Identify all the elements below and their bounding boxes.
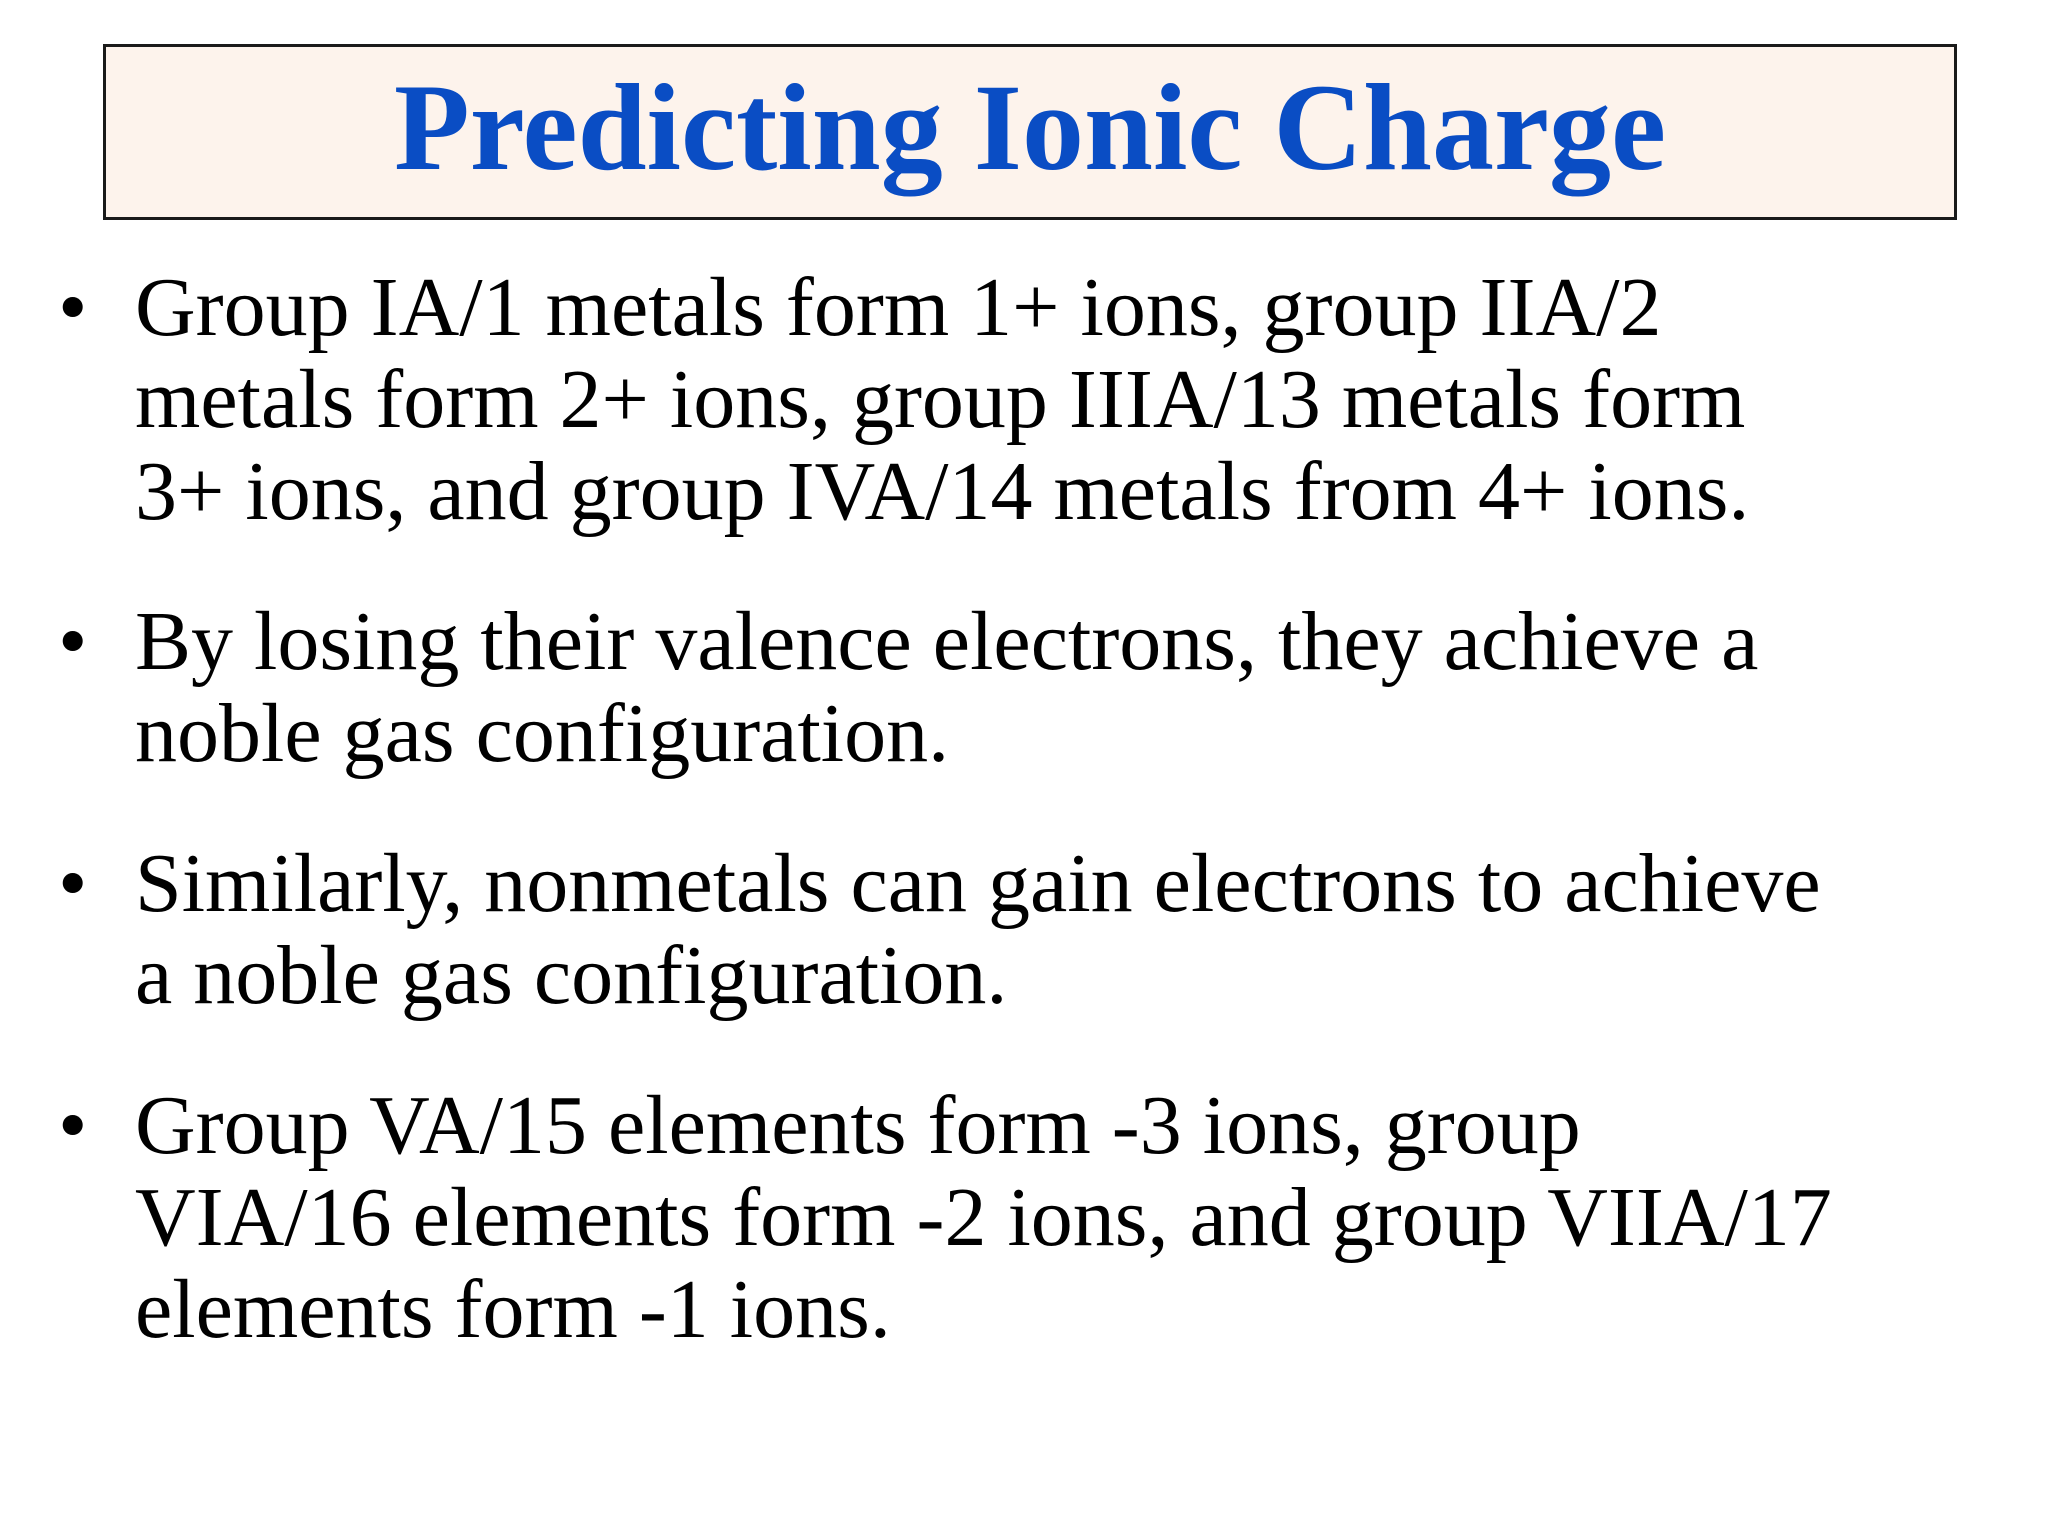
bullet-item	[50, 596, 2010, 780]
bullet-icon: •	[58, 261, 88, 354]
bullet-line: Group IA/1 metals form 1+ ions, group IIA/2	[135, 261, 1662, 354]
bullet-line: Similarly, nonmetals can gain electrons to achieve	[135, 837, 1821, 930]
bullet-text	[135, 1080, 2010, 1356]
bullet-line: By losing their valence electrons, they achieve a	[135, 595, 1759, 688]
bullet-line: elements form -1 ions.	[135, 1263, 891, 1356]
bullet-item	[50, 1080, 2010, 1356]
bullet-line: noble gas configuration.	[135, 687, 950, 780]
bullet-item	[50, 838, 2010, 1022]
bullet-icon: •	[58, 837, 88, 930]
title-box	[103, 44, 1957, 220]
bullet-icon: •	[58, 1079, 88, 1172]
bullet-icon: •	[58, 595, 88, 688]
bullet-list	[50, 262, 2010, 1414]
bullet-text	[135, 838, 2010, 1022]
bullet-text	[135, 262, 2010, 538]
bullet-line: metals form 2+ ions, group IIIA/13 metals form	[135, 353, 1746, 446]
slide-title: Predicting Ionic Charge	[393, 59, 1667, 196]
bullet-line: a noble gas configuration.	[135, 929, 1008, 1022]
bullet-line: Group VA/15 elements form -3 ions, group	[135, 1079, 1581, 1172]
bullet-line: VIA/16 elements form -2 ions, and group VIIA/17	[135, 1171, 1832, 1264]
bullet-text	[135, 596, 2010, 780]
bullet-line: 3+ ions, and group IVA/14 metals from 4+ ions.	[135, 445, 1750, 538]
bullet-item	[50, 262, 2010, 538]
